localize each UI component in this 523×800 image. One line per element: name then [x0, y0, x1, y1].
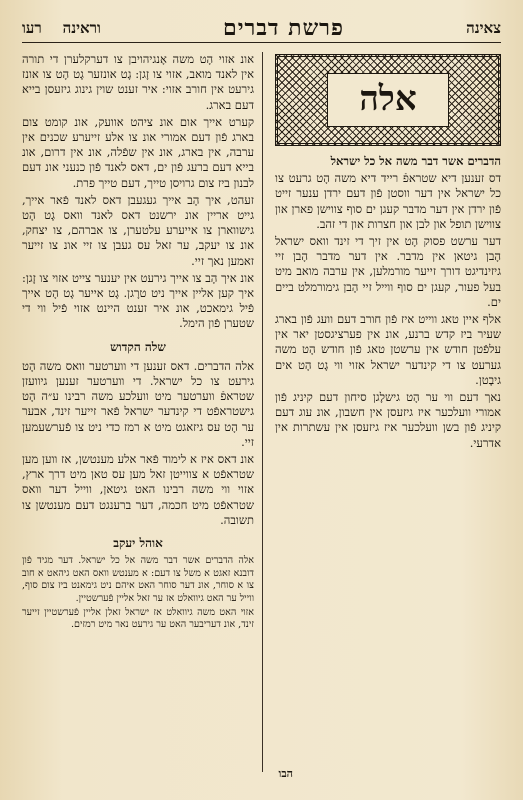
column-divider [262, 52, 263, 772]
commentary-heading: שלה הקדוש [110, 339, 166, 354]
decorative-title-frame [275, 54, 501, 146]
commentary-small-paragraph: אלה הדברים אשר דבר משה אל כל ישראל. דער מגיד פֿון דובנא זאגט א משל צו דעם: א מענטש וואס האט גיהאט א חוב צו א סוחר, אונ דער סוחר האט איהם ניט גימאנט ביז צום סוף, ווייל ער האט גיוואלט אז ער זאל אליין פֿערשטיין. [22, 555, 254, 604]
right-text-column [275, 52, 501, 772]
paragraph: דער ערשט פסוק הָט אין זיך די זינד וואס ישראל הָבן גיטאן אין מדבר. אין דער מדבר הָבן זיי גיזינדיגט דורך זייער מורמלען, אין ערבה מואב מיט בעל פעור, קעגן ים סוף ווייל זיי הָבן גימורמלט ביים ים. [275, 234, 501, 309]
paragraph: אלף איין טאג ווייט איז פֿון חורב דעם וועג פֿון בארג שעיר ביז קדש ברנע, אונ אין פערציגסטן יאר אין עלפֿטן חודש אין ערשטן טאג פֿון חודש הָט משה גערעט צו די קינדער ישראל אזוי ווי גָט הָט אים גיבָטן. [275, 312, 501, 387]
paragraph: דס זענען דיא שטראפֿ רייד דיא משה הָט גרעט צו כל ישראל אין דער ווסטן פֿון דעם ירדן ענער זייט פֿון ירדן אין דער מדבר קעגן ים סוף צווישן פארן און צווישן תופל און לבן און חצרות און די זהב. [275, 171, 501, 231]
opening-verse: הדברים אשר דבר משה אל כל ישראל [330, 154, 501, 168]
paragraph: קערט אייך אום אונ ציהט אוועק, אונ קומט צום בארג פֿון דעם אמורי אונ צו אלע זייערע שכנים אין ערבה, אין בארג, אונ אין שפֿלה, אונ אין דרום, אונ בייא דעם ברעג פֿון ים, דאס לאנד פֿון כנעני אונ דעם לבנון ביז צום גרויסן טייך, דעם טייך פרת. [22, 114, 254, 190]
page-number: רעו [22, 18, 42, 37]
commentary-small-paragraph: אזוי האט משה גיוואלט אז ישראל זאלן אליין פֿערשטיין זייער זינד, אונ דעריבער האט ער גירעט נאר מיט רמזים. [22, 606, 254, 631]
left-text-column [22, 52, 254, 772]
header-left-group [22, 19, 101, 38]
header-book-name: צאינה [466, 18, 501, 37]
paragraph: זעהט, איך הָב אייך געגעבן דאס לאנד פֿאר אייך, גייט אריין אונ ירשנט דאס לאנד וואס גָט הָט גישווארן צו אייערע עלטערן, צו אברהם, צו יצחק, אונ צו יעקב, ער זאל עס געבן צו זיי אונ צו זייער זאמען נאך זיי. [22, 192, 254, 268]
running-header [22, 14, 501, 43]
catchword: הבו [278, 767, 293, 780]
paragraph: אונ אזוי הָט משה אָנגיהויבן צו דערקלערן די תורה אין לאנד מואב, אזוי צו זָגן: גָט אונזער גָט הָט צו אונז גירעט אין חורב אזוי: איר זענט שוין גינוג גיזעסן בייא דעם בארג. [22, 52, 254, 112]
paragraph: נאך דעם ווי ער הָט גישלָגן סיחון דעם קיניג פֿון אמורי וועלכער איז גיזעסן אין חשבון, אונ עוג דעם קיניג פֿון בשן וועלכער איז גיזעסן אין עשתרות אין אדרעי. [275, 390, 501, 450]
header-parsha-title: פרשת דברים [223, 15, 344, 41]
commentary-heading-2: אוהל יעקב [113, 536, 163, 551]
title-word: אלה [327, 73, 449, 127]
header-book-name-part2: וראינה [62, 18, 101, 37]
commentary-paragraph: אונ דאס איז א לימוד פֿאר אלע מענטשן, אז ווען מען שטראפֿט א צווייטן זאל מען עס טאן מיט דרך ארץ, אזוי ווי משה רבינו האט גיטאן, ווייל דער וואס שטראפֿט מיט חכמה, דער ברענגט דעם מענטשן צו תשובה. [22, 452, 254, 527]
paragraph: אונ איך הָב צו אייך גירעט אין יענער צייט אזוי צו זָגן: איך קען אליין אייך ניט טרָגן. גָט אייער גָט הָט אייך פֿיל גימאכט, אונ איר זענט היינט אזוי פֿיל ווי די שטערן פֿון הימל. [22, 270, 254, 331]
commentary-paragraph: אלה הדברים. דאס זענען די ווערטער וואס משה הָט גירעט צו כל ישראל. די ווערטער זענען גיוועזן שטראפֿ ווערטער מיט וועלכע משה רבינו ע״ה הָט גישטראפֿט די קינדער ישראל פֿאר זייער זינד, אבער ער הָט עס גיזאגט מיט א רמז כדי ניט צו פֿערשעמען זיי. [22, 358, 254, 449]
